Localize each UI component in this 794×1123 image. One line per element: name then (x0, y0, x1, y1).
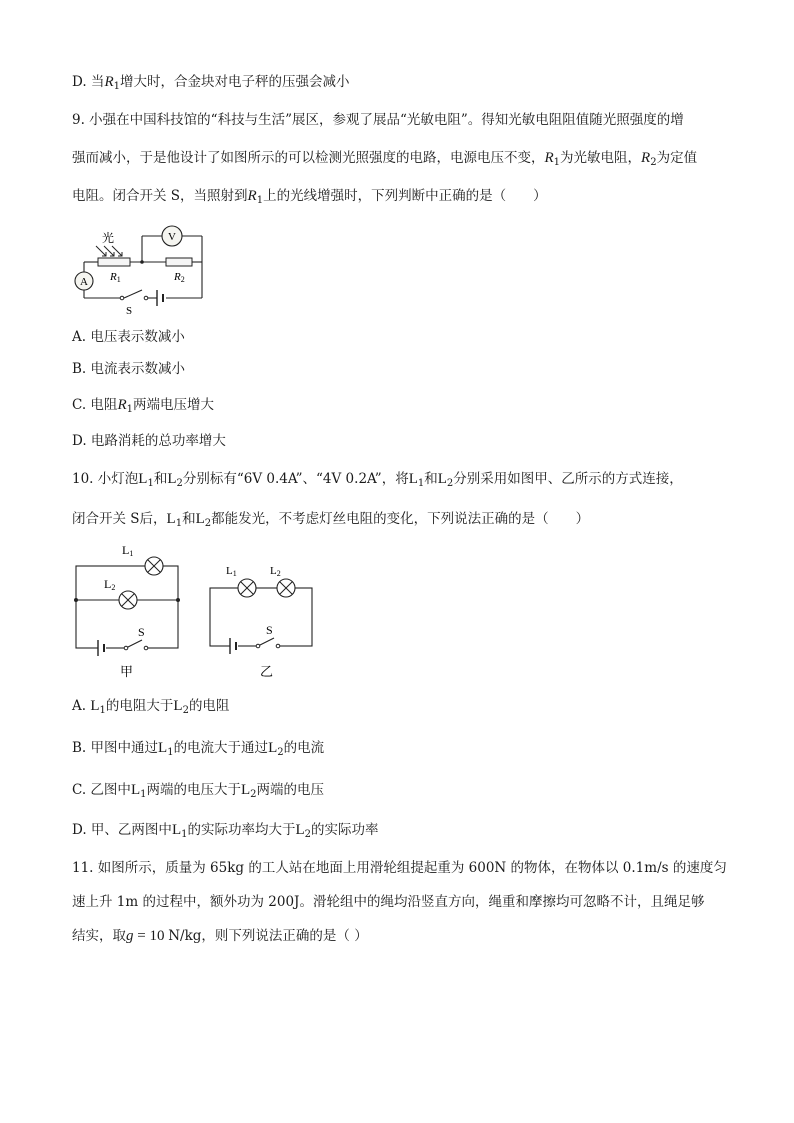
q11-stem-line1: 11. 如图所示，质量为 65kg 的工人站在地面上用滑轮组提起重为 600N 的物体，在物体以 0.1m/s 的速度匀 (72, 860, 727, 876)
q9-ammeter-label: A (80, 276, 88, 288)
q10-jia-lamp-l2-icon (119, 591, 137, 609)
q11-stem-line2: 速上升 1m 的过程中，额外功为 200J。滑轮组中的绳均沿竖直方向，绳重和摩擦均可忽略不计，且绳足够 (72, 894, 705, 910)
q10-jia-l1-label: L1 (122, 543, 134, 558)
q9-switch-contact (120, 296, 124, 300)
q9-option-d: D. 电路消耗的总功率增大 (72, 433, 226, 449)
q10-yi-switch-label: S (266, 623, 273, 637)
q9-stem-line2: 强而减小，于是他设计了如图所示的可以检测光照强度的电路，电源电压不变，$R_1$为光敏电阻，$R_2$为定值 (72, 150, 698, 168)
q9-light-arrows-icon (96, 246, 122, 256)
q10-yi-lamp-l2-icon (277, 579, 295, 597)
q10-stem-line2: 闭合开关 S后，$L_1$和$L_2$都能发光，不考虑灯丝电阻的变化，下列说法正确的是（ ） (72, 511, 590, 529)
q9-stem-line3: 电阻。闭合开关 S，当照射到$R_1$上的光线增强时，下列判断中正确的是（ ） (72, 188, 547, 206)
q9-circuit-diagram (66, 226, 216, 318)
q10-yi-lamp-l1-icon (238, 579, 256, 597)
q10-yi-l1-label: L1 (226, 565, 237, 578)
q9-resistor-r2 (166, 258, 192, 266)
q10-circuit-yi (204, 560, 324, 682)
q10-circuit-jia (70, 540, 190, 680)
q9-option-a: A. 电压表示数减小 (72, 329, 185, 345)
q10-jia-lamp-l1-icon (145, 557, 163, 575)
q10-jia-switch-label: S (138, 625, 145, 639)
q10-yi-l2-label: L2 (270, 565, 281, 578)
q9-switch-label: S (126, 305, 133, 317)
q11-stem-line3: 结实，取g = 10 N/kg，则下列说法正确的是（ ） (72, 928, 368, 944)
q9-stem-line1: 9. 小强在中国科技馆的“科技与生活”展区，参观了展品“光敏电阻”。得知光敏电阻阻值随光照强度的增 (72, 112, 684, 128)
q10-option-c: C. 乙图中$L_1$两端的电压大于$L_2$两端的电压 (72, 782, 325, 800)
q8-option-d: D. 当$R_1$增大时，合金块对电子秤的压强会减小 (72, 74, 350, 92)
q10-jia-caption: 甲 (120, 664, 134, 679)
q9-r2-label: R2 (174, 271, 185, 284)
q9-photoresistor-r1 (98, 258, 130, 266)
q9-option-c: C. 电阻$R_1$两端电压增大 (72, 397, 214, 415)
q10-stem-line1: 10. 小灯泡$L_1$和$L_2$分别标有“6V 0.4A”、“4V 0.2A”，将$L_1$和$L_2$分别采用如图甲、乙所示的方式连接， (72, 471, 683, 489)
q10-yi-caption: 乙 (260, 664, 274, 679)
q9-light-label: 光 (102, 231, 115, 245)
q9-voltmeter-label: V (168, 231, 176, 243)
q10-jia-l2-label: L2 (104, 577, 116, 592)
q9-junction-dot (140, 260, 144, 264)
q9-option-b: B. 电流表示数减小 (72, 361, 186, 377)
q10-option-a: A. $L_1$的电阻大于$L_2$的电阻 (72, 698, 230, 716)
q9-r1-label: R1 (110, 271, 121, 284)
q10-option-b: B. 甲图中通过$L_1$的电流大于通过$L_2$的电流 (72, 740, 325, 758)
q10-option-d: D. 甲、乙两图中$L_1$的实际功率均大于$L_2$的实际功率 (72, 822, 379, 840)
